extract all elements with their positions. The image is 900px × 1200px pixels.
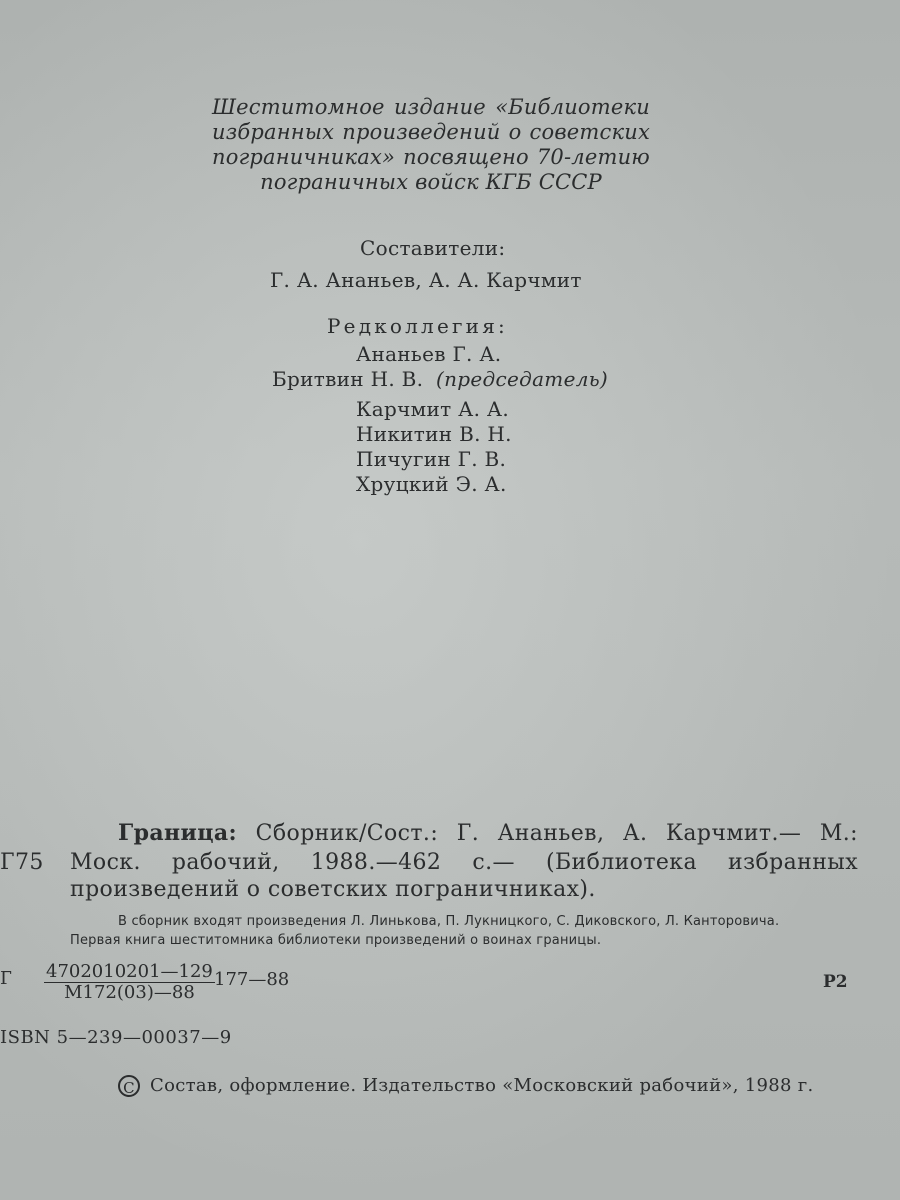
catalog-code: Г75	[0, 850, 44, 875]
index-fraction-block	[44, 962, 215, 1003]
board-member	[356, 397, 509, 421]
index-fraction	[44, 962, 215, 1003]
board-member	[356, 447, 506, 471]
compilers-heading: Составители:	[360, 236, 506, 260]
isbn: ISBN 5—239—00037—9	[0, 1027, 232, 1048]
dedication-line: Шеститомное издание «Библиотеки	[212, 95, 650, 119]
member-name: Бритвин Н. В.	[272, 367, 424, 391]
catalog-title: Граница:	[118, 820, 238, 846]
member-name: Карчмит А. А.	[356, 397, 510, 421]
index-denominator: М172(03)—88	[64, 982, 195, 1003]
editorial-board-heading: Редколлегия:	[327, 314, 508, 338]
board-member	[272, 367, 608, 391]
dedication-block	[212, 95, 650, 195]
index-numerator: 4702010201—129	[46, 961, 213, 982]
copyright-text: Состав, оформление. Издательство «Московский рабочий», 1988 г.	[150, 1075, 814, 1096]
index-right-code: Р2	[823, 972, 848, 992]
catalog-note-1: В сборник входят произведения Л. Линькова, П. Лукницкого, С. Диковского, Л. Канторовича.	[118, 914, 780, 929]
member-name: Пичугин Г. В.	[356, 447, 507, 471]
index-letter: Г	[0, 968, 12, 989]
copyright-icon: C	[118, 1075, 140, 1097]
catalog-line-1	[118, 820, 858, 846]
catalog-line-3: произведений о советских пограничниках).	[70, 877, 596, 902]
member-name: Ананьев Г. А.	[356, 342, 502, 366]
catalog-line-1-text: Сборник/Сост.: Г. Ананьев, А. Карчмит.— М.:	[255, 821, 858, 846]
catalog-line-2: Моск. рабочий, 1988.—462 с.— (Библиотека избранных	[70, 850, 858, 875]
dedication-line: пограничных войск КГБ СССР	[260, 170, 602, 194]
board-member	[356, 422, 512, 446]
member-name: Хруцкий Э. А.	[356, 472, 507, 496]
board-member	[356, 342, 501, 366]
dedication-line: пограничниках» посвящено 70-летию	[212, 145, 650, 169]
member-role: (председатель)	[435, 367, 609, 391]
dedication-line: избранных произведений о советских	[212, 120, 650, 144]
member-name: Никитин В. Н.	[356, 422, 512, 446]
catalog-note-2: Первая книга шеститомника библиотеки произведений о воинах границы.	[70, 933, 602, 948]
compilers-names: Г. А. Ананьев, А. А. Карчмит	[270, 268, 582, 292]
index-number: 177—88	[214, 969, 290, 990]
board-member	[356, 472, 507, 496]
copyright-line	[118, 1075, 814, 1097]
